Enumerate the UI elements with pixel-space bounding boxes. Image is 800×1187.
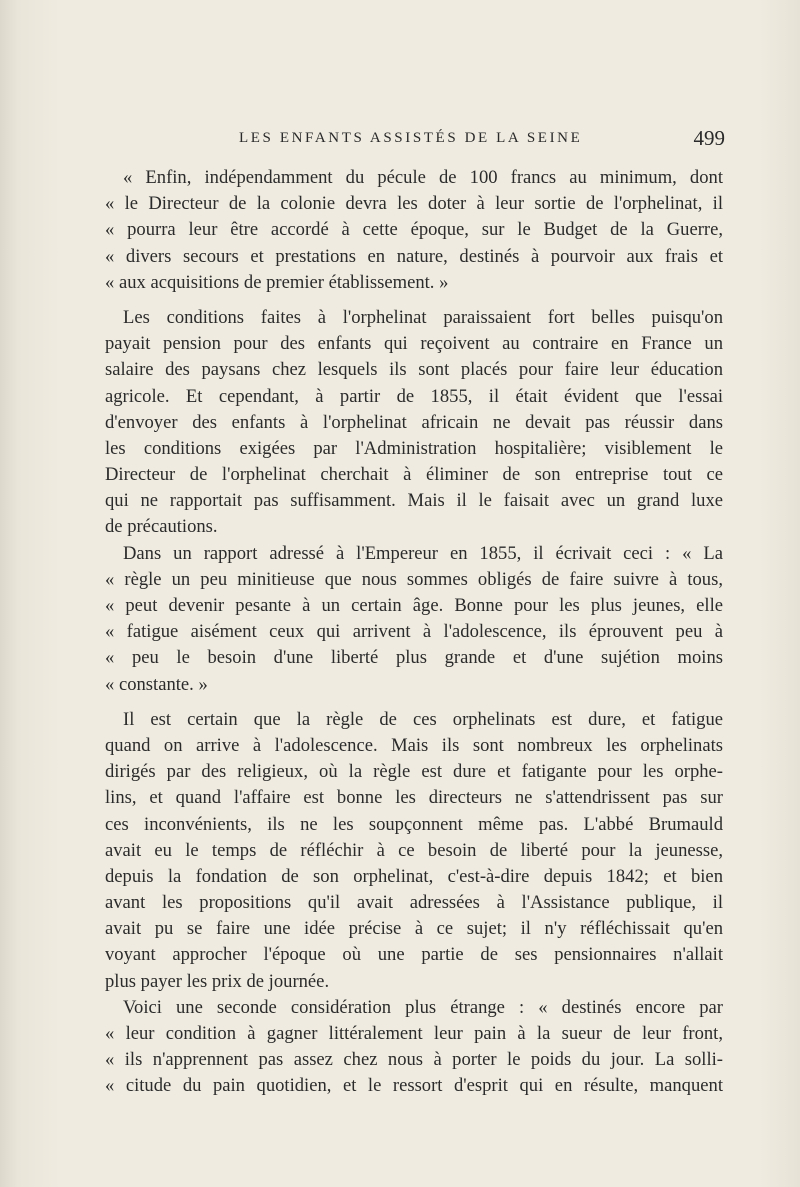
paragraph [105, 541, 723, 698]
text-line: avait pu se faire une idée précise à ce sujet; il n'y réfléchissait qu'en [105, 918, 723, 940]
text-line: Il est certain que la règle de ces orphelinats est dure, et fatigue [123, 708, 723, 730]
text-line: « divers secours et prestations en nature, destinés à pourvoir aux frais et [105, 245, 723, 267]
text-line: qui ne rapportait pas suffisamment. Mais il le faisait avec un grand luxe [105, 490, 723, 512]
paragraph [105, 165, 723, 296]
text-line: voyant approcher l'époque où une partie de ses pensionnaires n'allait [105, 944, 723, 966]
text-line: ces inconvénients, ils ne les soupçonnent même pas. L'abbé Brumauld [105, 813, 723, 835]
text-line: « peu le besoin d'une liberté plus grande et d'une sujétion moins [105, 647, 723, 669]
text-line: « ils n'apprennent pas assez chez nous à porter le poids du jour. La solli- [105, 1049, 723, 1071]
text-line: « fatigue aisément ceux qui arrivent à l'adolescence, ils éprouvent peu à [105, 621, 723, 643]
text-line: Les conditions faites à l'orphelinat paraissaient fort belles puisqu'on [123, 306, 723, 328]
text-line: avant les propositions qu'il avait adressées à l'Assistance publique, il [105, 892, 723, 914]
text-line: plus payer les prix de journée. [105, 970, 330, 992]
text-line: payait pension pour des enfants qui reçoivent au contraire en France un [105, 333, 723, 355]
paragraph-gap [105, 698, 723, 707]
paragraph-gap [105, 296, 723, 305]
text-line: « citude du pain quotidien, et le ressort d'esprit qui en résulte, manquent [105, 1075, 723, 1097]
text-line: « Enfin, indépendamment du pécule de 100 francs au minimum, dont [123, 167, 723, 188]
paragraph [105, 305, 723, 541]
text-line: dirigés par des religieux, où la règle est dure et fatigante pour les orphe- [105, 761, 723, 783]
text-line: les conditions exigées par l'Administration hospitalière; visiblement le [105, 437, 723, 459]
paragraph [105, 995, 723, 1100]
text-line: « constante. » [105, 673, 208, 695]
text-line: avait eu le temps de réfléchir à ce besoin de liberté pour la jeunesse, [105, 839, 723, 861]
text-line: « peut devenir pesante à un certain âge. Bonne pour les plus jeunes, elle [105, 595, 723, 616]
body-text [105, 165, 723, 1100]
text-line: depuis la fondation de son orphelinat, c'est-à-dire depuis 1842; et bien [105, 865, 723, 887]
text-line: salaire des paysans chez lesquels ils sont placés pour faire leur éducation [105, 359, 723, 381]
page-header [105, 126, 725, 154]
text-line: « pourra leur être accordé à cette époque, sur le Budget de la Guerre, [105, 219, 723, 241]
text-line: lins, et quand l'affaire est bonne les directeurs ne s'attendrissent pas sur [105, 787, 723, 809]
text-line: « aux acquisitions de premier établissement. » [105, 271, 449, 293]
text-line: d'envoyer des enfants à l'orphelinat africain ne devait pas réussir dans [105, 411, 723, 433]
text-line: agricole. Et cependant, à partir de 1855, il était évident que l'essai [105, 385, 723, 407]
paragraph [105, 707, 723, 995]
text-line: « règle un peu minitieuse que nous sommes obligés de faire suivre à tous, [105, 568, 723, 590]
text-line: Dans un rapport adressé à l'Empereur en 1855, il écrivait ceci : « La [123, 542, 723, 564]
page-number: 499 [693, 126, 725, 150]
running-title: LES ENFANTS ASSISTÉS DE LA SEINE [239, 130, 583, 146]
text-line: Directeur de l'orphelinat cherchait à éliminer de son entreprise tout ce [105, 464, 723, 486]
text-line: « le Directeur de la colonie devra les doter à leur sortie de l'orphelinat, il [105, 193, 723, 215]
text-line: de précautions. [105, 516, 218, 538]
text-line: Voici une seconde considération plus étrange : « destinés encore par [123, 996, 723, 1018]
text-line: « leur condition à gagner littéralement leur pain à la sueur de leur front, [105, 1023, 723, 1044]
text-line: quand on arrive à l'adolescence. Mais ils sont nombreux les orphelinats [105, 734, 723, 756]
